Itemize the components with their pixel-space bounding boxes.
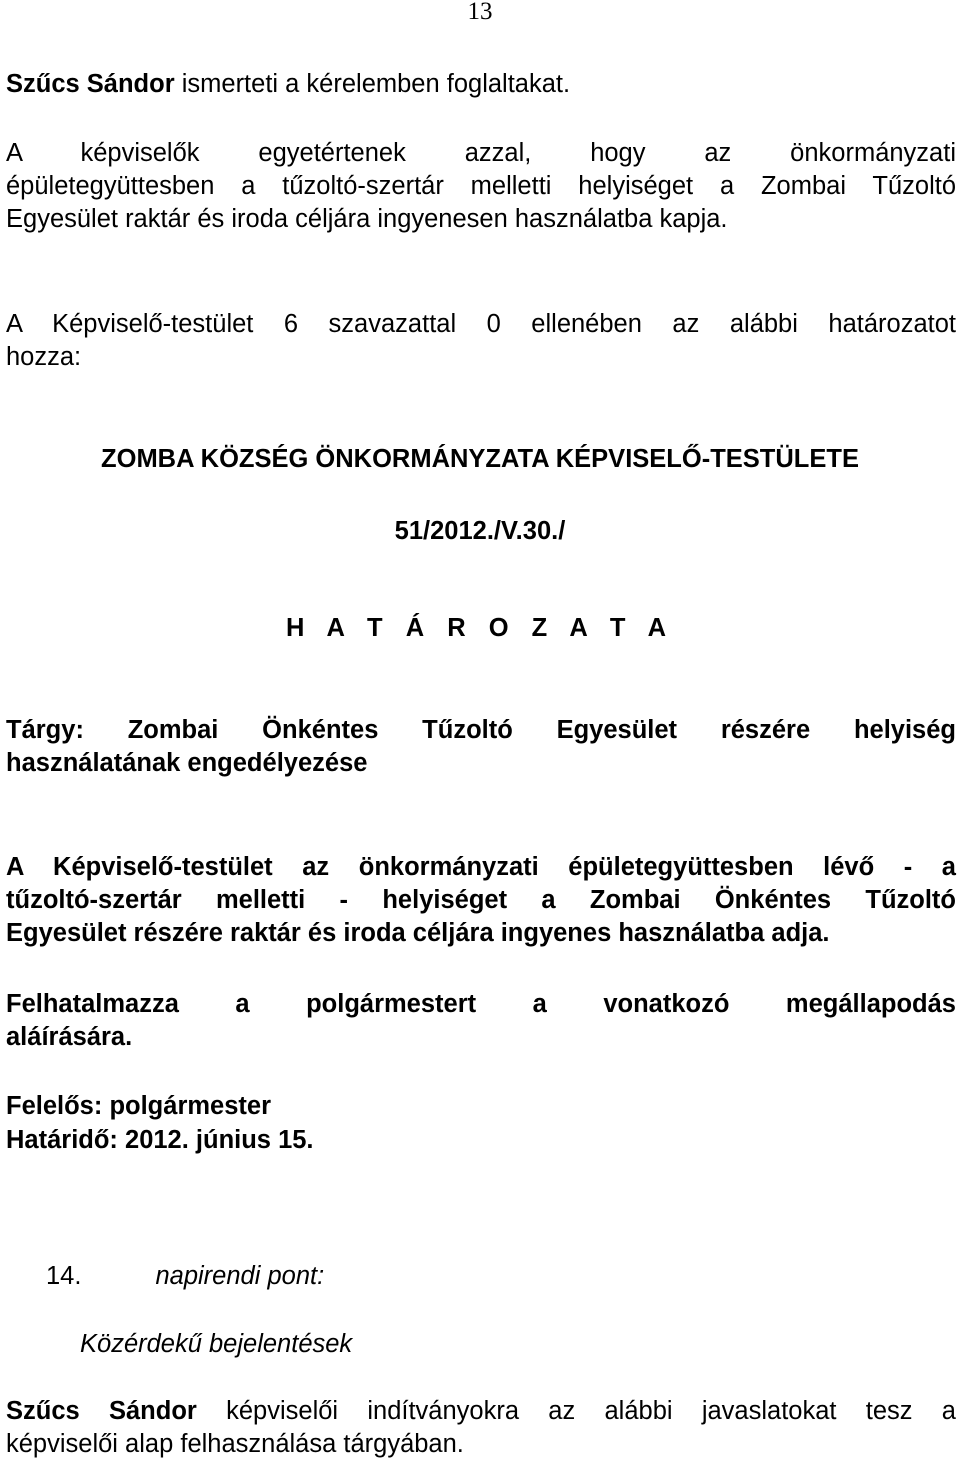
- agreement-line-2: épületegyüttesben a tűzoltó-szertár melletti helyiséget a Zombai Tűzoltó: [6, 172, 956, 200]
- agenda-label: napirendi pont:: [155, 1262, 325, 1290]
- agenda-number: 14.: [46, 1262, 82, 1290]
- authorization-line-2: aláírására.: [6, 1023, 133, 1051]
- intro-paragraph: [6, 68, 956, 101]
- speaker-name: Szűcs Sándor: [6, 70, 175, 98]
- subject-line-2: használatának engedélyezése: [6, 749, 368, 777]
- agreement-line-3: Egyesület raktár és iroda céljára ingyenesen használatba kapja.: [6, 205, 728, 233]
- agreement-paragraph: [6, 137, 956, 236]
- decision-line-3: Egyesület részére raktár és iroda céljára ingyenes használatba adja.: [6, 919, 830, 947]
- authorization-paragraph: [6, 988, 956, 1054]
- closing-line-2: képviselői alap felhasználása tárgyában.: [6, 1430, 464, 1458]
- council-title: ZOMBA KÖZSÉG ÖNKORMÁNYZATA KÉPVISELŐ-TESTÜLETE: [101, 445, 859, 473]
- vote-paragraph: [6, 308, 956, 374]
- closing-line-1: [6, 1395, 956, 1428]
- decision-paragraph: [6, 851, 956, 950]
- resolution-number: 51/2012./V.30./: [394, 517, 566, 545]
- intro-text: ismerteti a kérelemben foglaltakat.: [174, 70, 571, 98]
- decision-line-2: tűzoltó-szertár melletti - helyiséget a Zombai Önkéntes Tűzoltó: [6, 886, 956, 914]
- resolution-heading: H A T Á R O Z A T A: [285, 614, 675, 642]
- agreement-line-1: A képviselők egyetértenek azzal, hogy az önkormányzati: [6, 139, 956, 167]
- subject-line-1: Tárgy: Zombai Önkéntes Tűzoltó Egyesület részére helyiség: [6, 716, 956, 744]
- closing-paragraph: [6, 1395, 956, 1461]
- agenda-title: Közérdekű bejelentések: [80, 1330, 353, 1358]
- closing-speaker-name: Szűcs Sándor: [6, 1397, 197, 1425]
- deadline-line: Határidő: 2012. június 15.: [6, 1126, 314, 1154]
- subject-paragraph: [6, 714, 956, 780]
- vote-line-2: hozza:: [6, 343, 82, 371]
- page-number: 13: [467, 0, 493, 25]
- vote-line-1: A Képviselő-testület 6 szavazattal 0 ellenében az alábbi határozatot: [6, 310, 956, 338]
- closing-line-1-text: képviselői indítványokra az alábbi javaslatokat tesz a: [196, 1397, 956, 1425]
- agenda-item: [46, 1260, 646, 1293]
- authorization-line-1: Felhatalmazza a polgármestert a vonatkozó megállapodás: [6, 990, 956, 1018]
- responsible-line: Felelős: polgármester: [6, 1092, 271, 1120]
- decision-line-1: A Képviselő-testület az önkormányzati épületegyüttesben lévő - a: [6, 853, 956, 881]
